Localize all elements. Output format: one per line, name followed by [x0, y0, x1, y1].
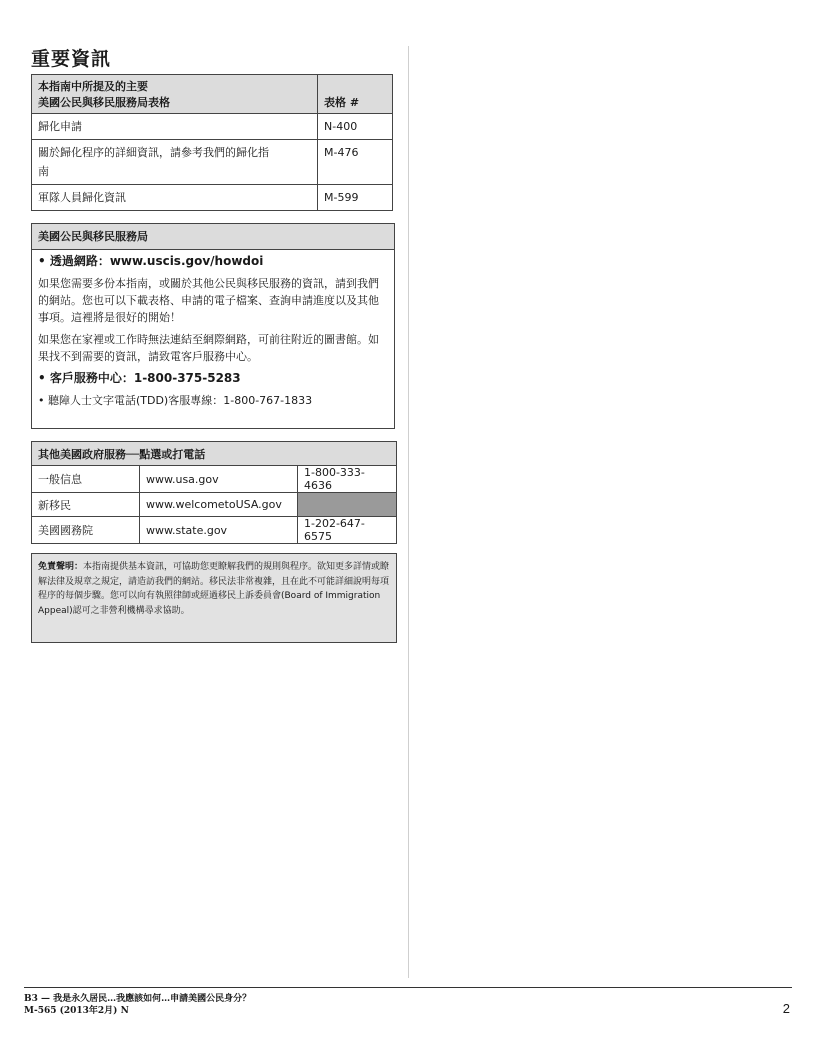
form-name: 關於歸化程序的詳細資訊，請參考我們的歸化指南 [32, 140, 318, 185]
uscis-box-body [32, 250, 394, 409]
uscis-web-link[interactable]: • 透過網路：www.uscis.gov/howdoi [38, 254, 264, 268]
table-row [32, 114, 393, 140]
table-row [32, 466, 397, 493]
service-url[interactable]: www.usa.gov [140, 466, 298, 493]
service-phone: 1-202-647-6575 [298, 517, 397, 544]
footer [24, 993, 251, 1017]
table-row [32, 517, 397, 544]
form-name: 軍隊人員歸化資訊 [32, 185, 318, 211]
services-header-row [32, 442, 397, 466]
services-table [31, 441, 397, 544]
forms-header-line: 本指南中所提及的主要 [38, 80, 148, 93]
service-phone: 1-800-333-4636 [298, 466, 397, 493]
disclaimer-lead: 免責聲明： [38, 562, 84, 572]
form-number: M-599 [318, 185, 393, 211]
forms-table [31, 74, 393, 211]
service-url[interactable]: www.welcometoUSA.gov [140, 493, 298, 517]
table-row [32, 140, 393, 185]
footer-rule [24, 987, 792, 988]
customer-service-phone: • 客戶服務中心：1-800-375-5283 [38, 371, 241, 385]
table-row [32, 185, 393, 211]
service-name: 美國國務院 [32, 517, 140, 544]
service-name: 新移民 [32, 493, 140, 517]
uscis-box-title: 美國公民與移民服務局 [32, 224, 394, 250]
table-row [32, 493, 397, 517]
uscis-paragraph: 如果您在家裡或工作時無法連結至網際網路，可前往附近的圖書館。如果找不到需要的資訊，請致電客戶服務中心。 [38, 333, 379, 363]
column-divider [408, 46, 409, 978]
service-phone-empty [298, 493, 397, 517]
uscis-contact-box [31, 223, 395, 429]
service-url[interactable]: www.state.gov [140, 517, 298, 544]
service-name: 一般信息 [32, 466, 140, 493]
services-title: 其他美國政府服務──點選或打電話 [32, 442, 397, 466]
footer-title: B3 — 我是永久居民…我應該如何…申請美國公民身分？ [24, 994, 252, 1004]
footer-form-id: M-565 (2013年2月) N [24, 1006, 129, 1016]
form-number: N-400 [318, 114, 393, 140]
forms-table-header [32, 75, 393, 114]
form-number: M-476 [318, 140, 393, 185]
uscis-paragraph: 如果您需要多份本指南，或關於其他公民與移民服務的資訊，請到我們的網站。您也可以下載表格、申請的電子檔案、查詢申請進度以及其他事項。這裡將是很好的開始！ [38, 277, 379, 324]
disclaimer-text: 本指南提供基本資訊，可協助您更瞭解我們的規則與程序。欲知更多詳情或瞭解法律及規章之規定，請造訪我們的網站。移民法非常複雜，且在此不可能詳細說明每項程序的每個步驟。您可以向有執照律師或經過移民上訴委員會(Board of Immigration Appeal)認可之非營利機構尋求協助。 [38, 562, 390, 616]
disclaimer-box [31, 553, 397, 643]
page-title: 重要資訊 [31, 48, 112, 70]
page-number: 2 [782, 1001, 790, 1016]
forms-header-left [32, 75, 318, 114]
tdd-phone: • 聽障人士文字電話(TDD)客服專線：1-800-767-1833 [38, 394, 313, 407]
forms-header-right: 表格 # [318, 75, 393, 114]
form-name: 歸化申請 [32, 114, 318, 140]
forms-header-line: 美國公民與移民服務局表格 [38, 96, 170, 109]
